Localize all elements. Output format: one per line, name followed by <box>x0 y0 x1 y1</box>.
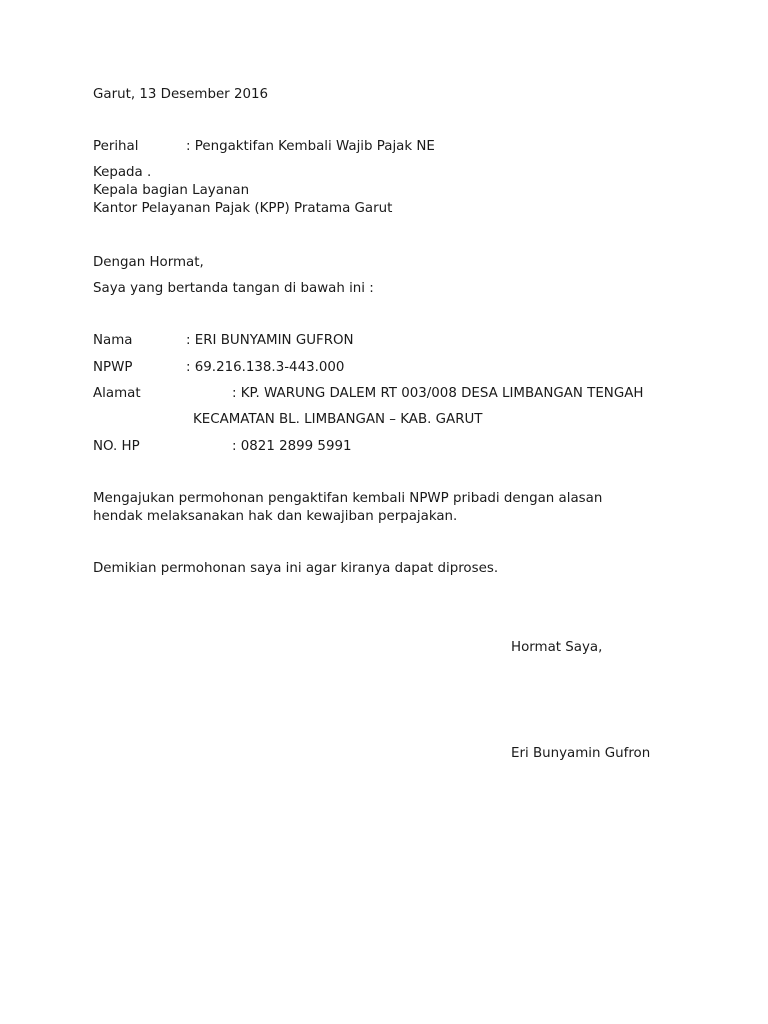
intro-text: Saya yang bertanda tangan di bawah ini : <box>93 281 374 296</box>
address-label: Alamat <box>93 386 141 401</box>
signoff: Hormat Saya, <box>511 640 603 655</box>
phone-value: : 0821 2899 5991 <box>232 439 352 454</box>
recipient-line1: Kepala bagian Layanan <box>93 183 250 198</box>
npwp-value: : 69.216.138.3-443.000 <box>186 360 345 375</box>
greeting: Dengan Hormat, <box>93 255 204 270</box>
name-value: : ERI BUNYAMIN GUFRON <box>186 333 354 348</box>
npwp-label: NPWP <box>93 360 133 375</box>
subject-value: : Pengaktifan Kembali Wajib Pajak NE <box>186 139 435 154</box>
address-value: : KP. WARUNG DALEM RT 003/008 DESA LIMBANGAN TENGAH <box>232 386 644 401</box>
body-line-2: hendak melaksanakan hak dan kewajiban perpajakan. <box>93 509 458 524</box>
closing-statement: Demikian permohonan saya ini agar kiranya dapat diproses. <box>93 561 499 576</box>
place-date: Garut, 13 Desember 2016 <box>93 87 269 102</box>
body-line-1: Mengajukan permohonan pengaktifan kembali NPWP pribadi dengan alasan <box>93 491 603 506</box>
phone-label: NO. HP <box>93 439 140 454</box>
subject-label: Perihal <box>93 139 139 154</box>
recipient-to: Kepada . <box>93 165 152 180</box>
recipient-line2: Kantor Pelayanan Pajak (KPP) Pratama Garut <box>93 201 393 216</box>
address-value-continued: KECAMATAN BL. LIMBANGAN – KAB. GARUT <box>193 412 483 427</box>
signer-name: Eri Bunyamin Gufron <box>511 746 651 761</box>
name-label: Nama <box>93 333 133 348</box>
